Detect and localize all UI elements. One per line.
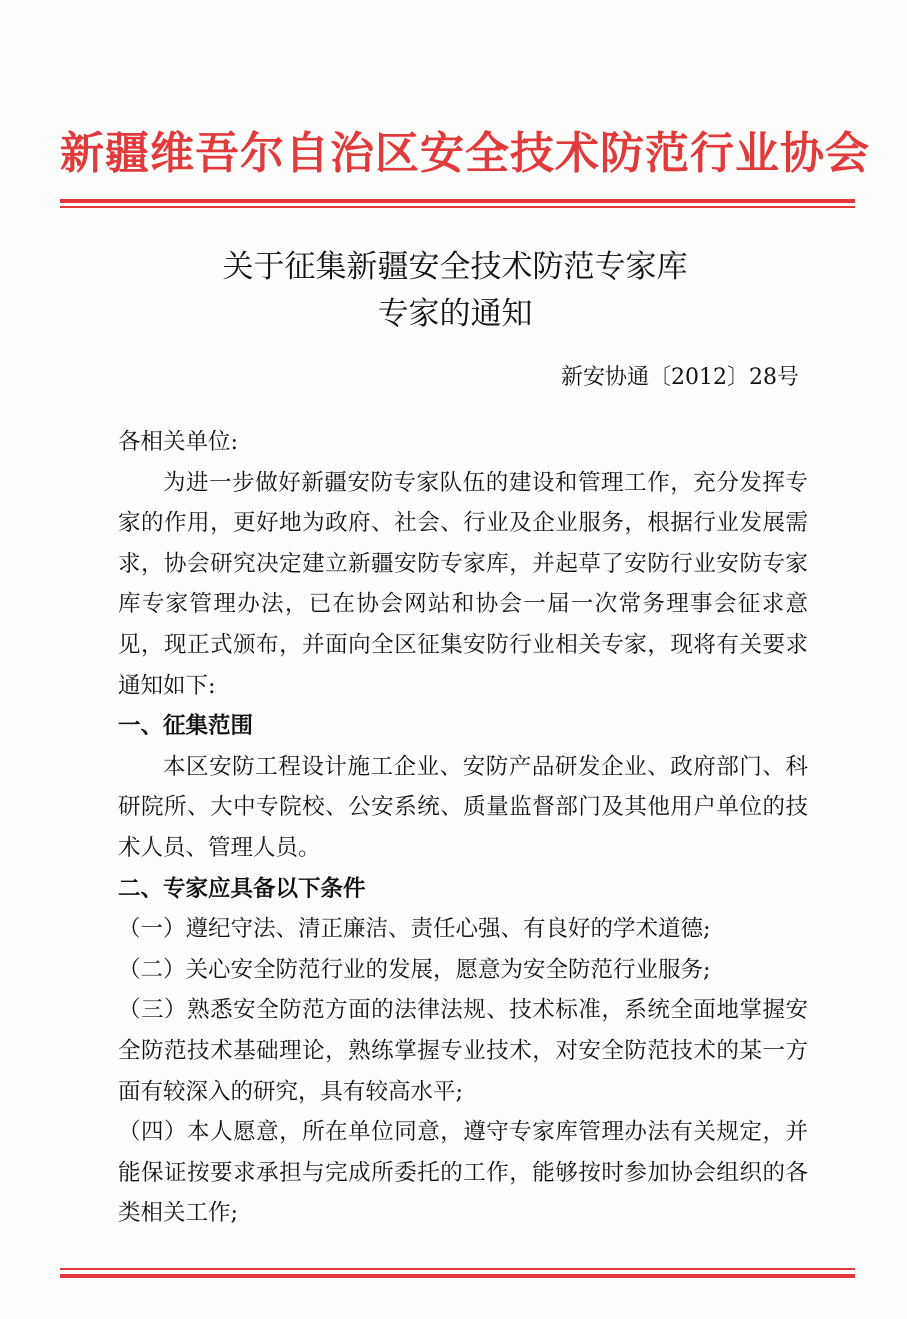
- header-rule-thick: [60, 199, 855, 203]
- condition-item-4: （四）本人愿意，所在单位同意，遵守专家库管理办法有关规定，并能保证按要求承担与完成所委托的工作，能够按时参加协会组织的各类相关工作;: [118, 1119, 808, 1227]
- footer-rule-thin: [60, 1268, 855, 1270]
- footer-rule-thick: [60, 1274, 855, 1278]
- section-1-text: 本区安防工程设计施工企业、安防产品研发企业、政府部门、科研院所、大中专院校、公安系统、质量监督部门及其他用户单位的技术人员、管理人员。: [118, 753, 808, 861]
- section-1-heading: 一、征集范围: [118, 713, 254, 740]
- header-rule-thin: [60, 206, 855, 208]
- intro-paragraph: 为进一步做好新疆安防专家队伍的建设和管理工作，充分发挥专家的作用，更好地为政府、社会、行业及企业服务，根据行业发展需求，协会研究决定建立新疆安防专家库，并起草了安防行业安防专家库专家管理办法，已在协会网站和协会一届一次常务理事会征求意见，现正式颁布，并面向全区征集安防行业相关专家，现将有关要求通知如下:: [118, 469, 808, 699]
- notice-title-line-2: 专家的通知: [377, 296, 533, 332]
- document-number: 新安协通〔2012〕28号: [561, 365, 799, 390]
- condition-item-2: （二）关心安全防范行业的发展，愿意为安全防范行业服务;: [118, 956, 711, 983]
- condition-item-1: （一）遵纪守法、清正廉洁、责任心强、有良好的学术道德;: [118, 916, 711, 943]
- notice-title-line-1: 关于征集新疆安全技术防范专家库: [222, 249, 688, 285]
- salutation: 各相关单位:: [118, 429, 239, 455]
- organization-letterhead: 新疆维吾尔自治区安全技术防范行业协会: [60, 128, 870, 179]
- condition-item-3: （三）熟悉安全防范方面的法律法规、技术标准，系统全面地掌握安全防范技术基础理论，熟练掌握专业技术，对安全防范技术的某一方面有较深入的研究，具有较高水平;: [118, 997, 808, 1105]
- section-2-heading: 二、专家应具备以下条件: [118, 875, 366, 902]
- notice-body: [118, 422, 808, 1234]
